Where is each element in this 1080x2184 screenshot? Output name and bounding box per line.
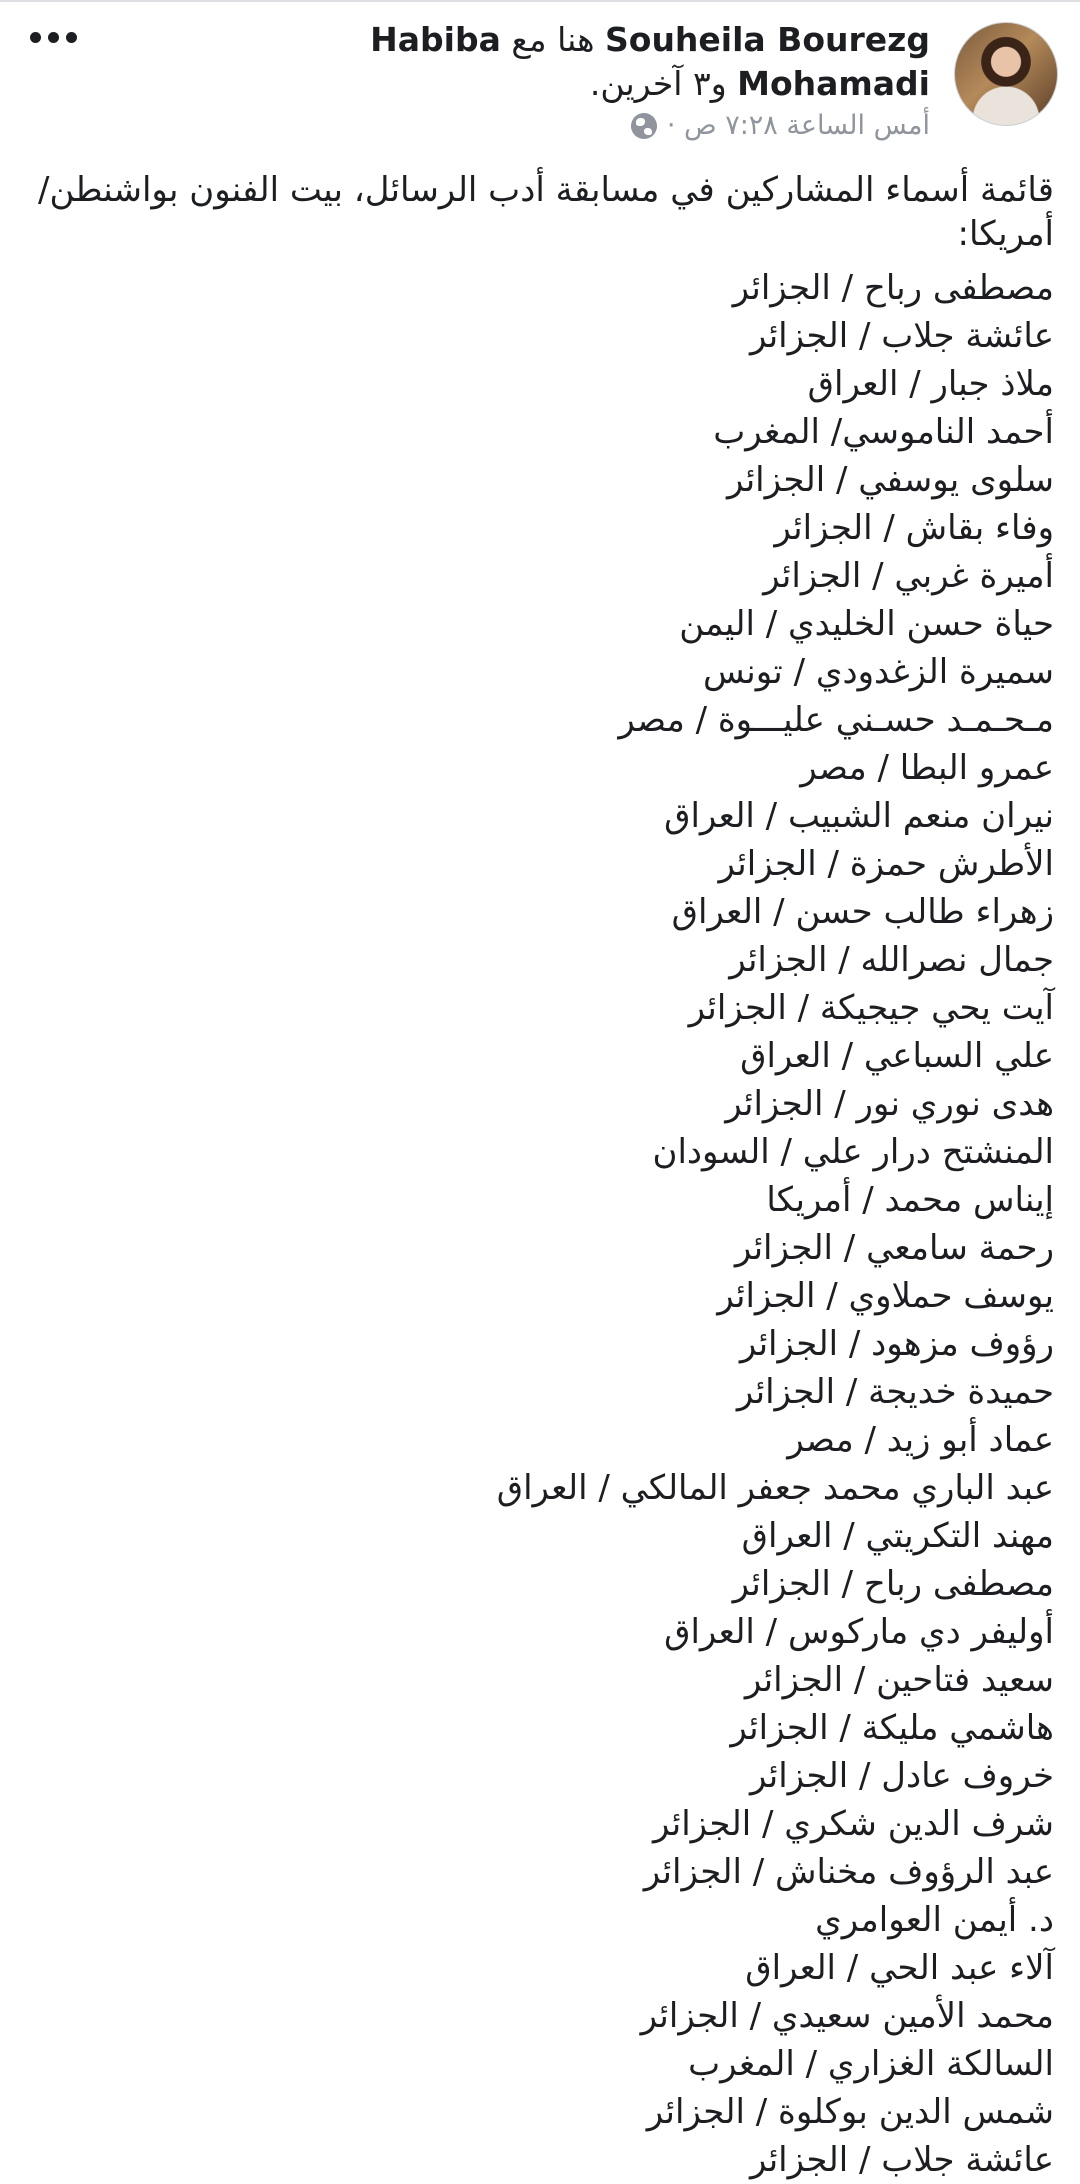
participant-item: عماد أبو زيد / مصر: [787, 1420, 1054, 1460]
author-name[interactable]: Souheila Bourezg: [605, 20, 930, 59]
participant-item: الأطرش حمزة / الجزائر: [718, 844, 1054, 884]
participant-item: آلاء عبد الحي / العراق: [745, 1948, 1054, 1988]
participant-item: زهراء طالب حسن / العراق: [671, 892, 1054, 932]
participant-item: عائشة جلاب / الجزائر: [749, 2140, 1054, 2180]
participant-item: أوليفر دي ماركوس / العراق: [664, 1612, 1054, 1652]
participant-item: د. أيمن العوامري: [815, 1900, 1054, 1940]
participant-item: رؤوف مزهود / الجزائر: [739, 1324, 1054, 1364]
post-meta: [631, 110, 930, 141]
globe-icon: [631, 113, 657, 139]
avatar[interactable]: [954, 22, 1058, 126]
participant-item: خروف عادل / الجزائر: [750, 1756, 1054, 1796]
participant-item: شمس الدين بوكلوة / الجزائر: [646, 2092, 1054, 2132]
participant-item: عمرو البطا / مصر: [800, 748, 1054, 788]
with-word: هنا مع: [511, 20, 595, 59]
participant-item: إيناس محمد / أمريكا: [766, 1180, 1054, 1220]
top-divider: [0, 0, 1080, 2]
participant-item: سميرة الزغدودي / تونس: [702, 652, 1054, 692]
participant-item: سعيد فتاحين / الجزائر: [744, 1660, 1054, 1700]
post-header: [0, 18, 1080, 153]
participant-item: السالكة الغزاري / المغرب: [688, 2044, 1054, 2084]
participant-item: مهند التكريتي / العراق: [741, 1516, 1054, 1556]
participant-item: عبد الباري محمد جعفر المالكي / العراق: [496, 1468, 1054, 1508]
more-options-button[interactable]: [30, 32, 77, 43]
participant-item: المنشتح درار علي / السودان: [652, 1132, 1054, 1172]
participant-item: مصطفى رباح / الجزائر: [732, 1564, 1054, 1604]
participant-item: علي السباعي / العراق: [740, 1036, 1054, 1076]
and-others[interactable]: و٣ آخرين.: [589, 64, 727, 103]
participant-item: عائشة جلاب / الجزائر: [749, 316, 1054, 356]
participant-item: شرف الدين شكري / الجزائر: [653, 1804, 1054, 1844]
dot-icon: [66, 32, 77, 43]
participants-list: [24, 264, 1054, 2184]
participant-item: جمال نصرالله / الجزائر: [729, 940, 1054, 980]
participant-item: يوسف حملاوي / الجزائر: [717, 1276, 1054, 1316]
participant-item: نيران منعم الشبيب / العراق: [664, 796, 1054, 836]
post-body: [24, 168, 1054, 2184]
participant-item: مصطفى رباح / الجزائر: [732, 268, 1054, 308]
participant-item: آيت يحي جيجيكة / الجزائر: [688, 988, 1054, 1028]
participant-item: حياة حسن الخليدي / اليمن: [679, 604, 1054, 644]
participant-item: ملاذ جبار / العراق: [807, 364, 1054, 404]
tagged-name[interactable]: Habiba Mohamadi: [370, 20, 930, 103]
dot-icon: [30, 32, 41, 43]
post-author-line: [170, 18, 930, 106]
timestamp[interactable]: أمس الساعة ٧:٢٨ ص ·: [666, 110, 930, 141]
participant-item: مـحـمـد حسـني عليـــوة / مصر: [618, 700, 1054, 740]
post-intro: قائمة أسماء المشاركين في مسابقة أدب الرسائل، بيت الفنون بواشنطن/ أمريكا:: [38, 170, 1054, 254]
participant-item: عبد الرؤوف مخناش / الجزائر: [643, 1852, 1054, 1892]
participant-item: هاشمي مليكة / الجزائر: [730, 1708, 1054, 1748]
participant-item: أحمد الناموسي/ المغرب: [713, 412, 1054, 452]
participant-item: محمد الأمين سعيدي / الجزائر: [640, 1996, 1054, 2036]
dot-icon: [48, 32, 59, 43]
participant-item: سلوى يوسفي / الجزائر: [726, 460, 1054, 500]
participant-item: حميدة خديجة / الجزائر: [736, 1372, 1054, 1412]
participant-item: رحمة سامعي / الجزائر: [734, 1228, 1054, 1268]
participant-item: وفاء بقاش / الجزائر: [774, 508, 1054, 548]
participant-item: هدى نوري نور / الجزائر: [725, 1084, 1054, 1124]
participant-item: أميرة غربي / الجزائر: [763, 556, 1054, 596]
